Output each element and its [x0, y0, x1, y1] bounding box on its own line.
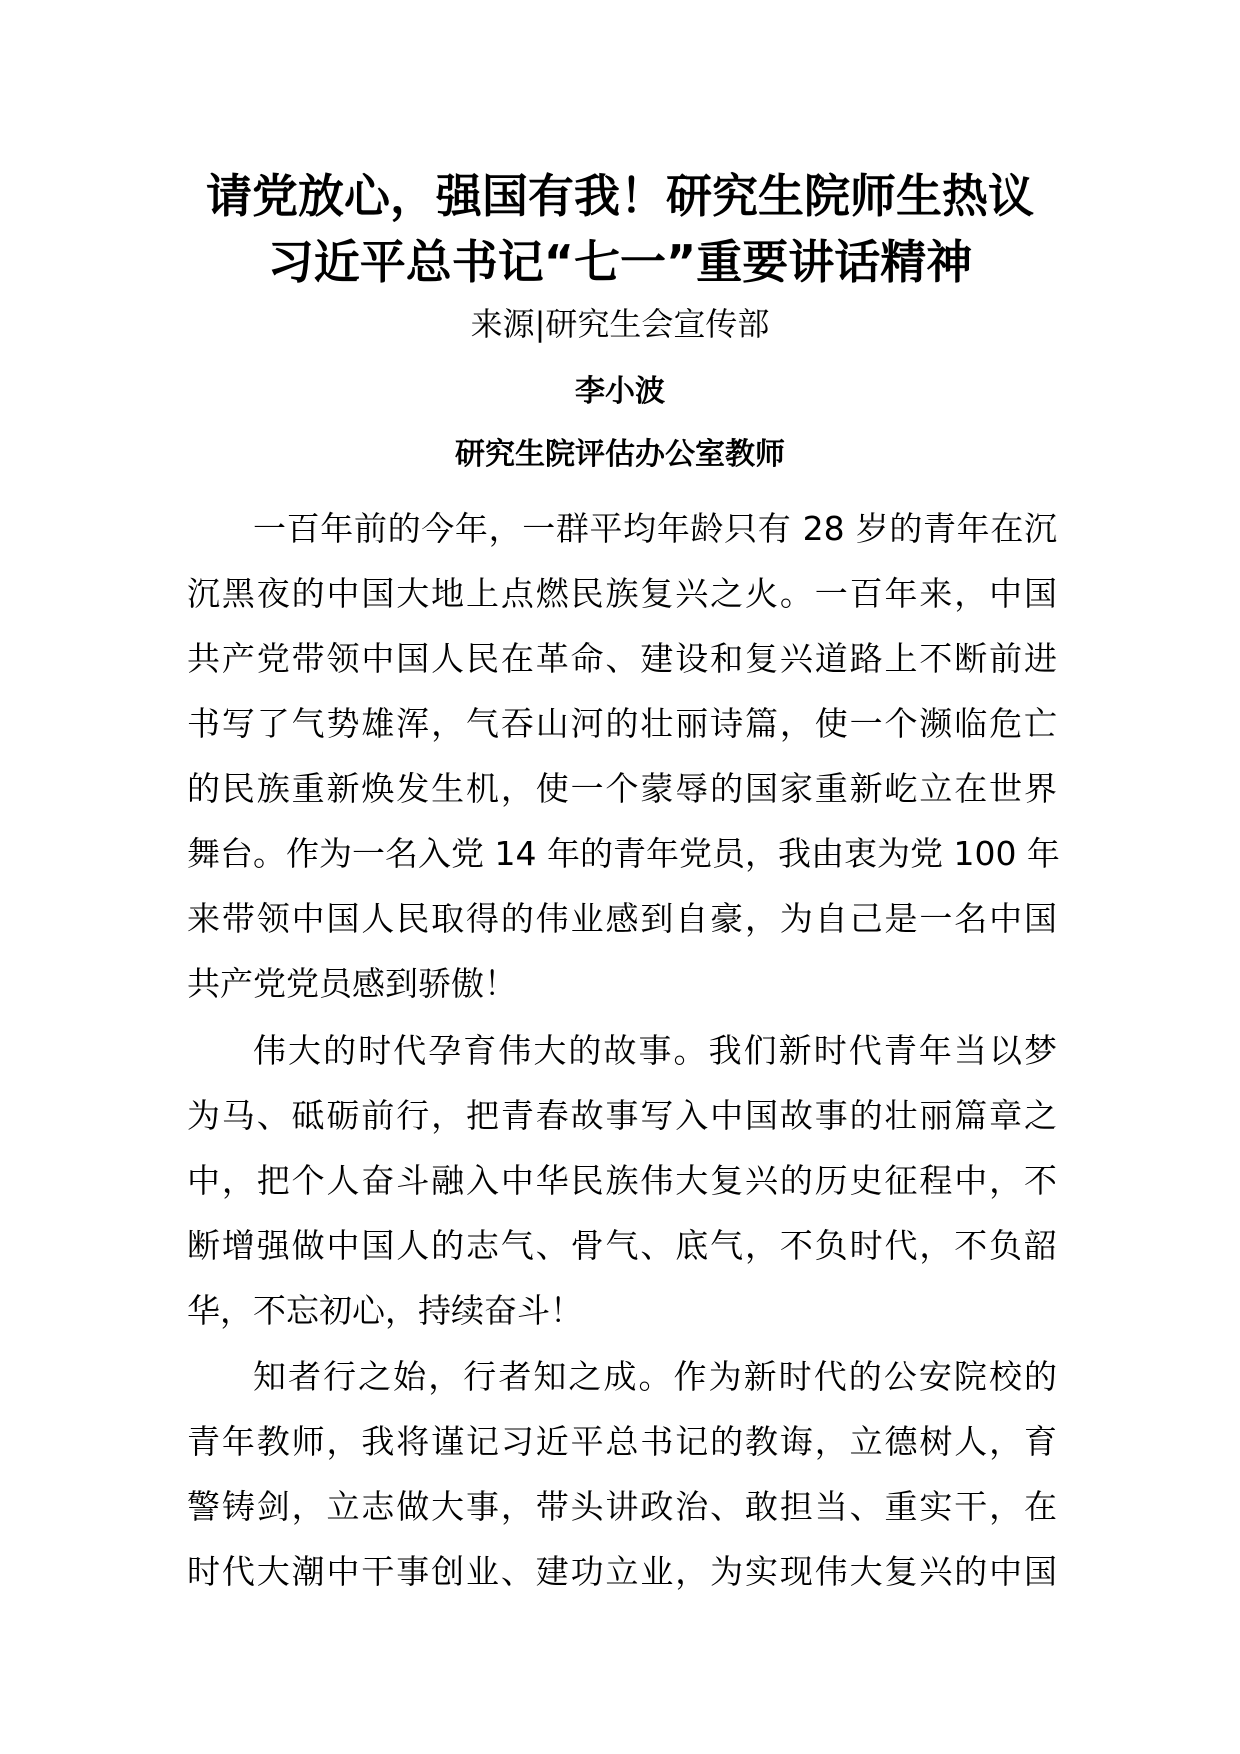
paragraph-line: 断增强做中国人的志气、骨气、底气，不负时代，不负韶	[187, 1226, 1057, 1265]
title-line-1: 请党放心，强国有我！研究生院师生热议	[206, 169, 1034, 223]
article-source: 来源|研究生会宣传部	[470, 305, 770, 343]
paragraph-line: 青年教师，我将谨记习近平总书记的教诲，立德树人，育	[187, 1422, 1057, 1461]
paragraph-line: 警铸剑，立志做大事，带头讲政治、敢担当、重实干，在	[187, 1487, 1057, 1526]
article-title	[180, 163, 1060, 295]
author-name: 李小波	[575, 374, 665, 409]
paragraph-3	[187, 1344, 1057, 1604]
paragraph-line: 中，把个人奋斗融入中华民族伟大复兴的历史征程中，不	[187, 1161, 1057, 1200]
paragraph-line: 知者行之始，行者知之成。作为新时代的公安院校的	[253, 1357, 1057, 1396]
paragraph-line: 为马、砥砺前行，把青春故事写入中国故事的壮丽篇章之	[187, 1096, 1057, 1135]
paragraph-line: 时代大潮中干事创业、建功立业，为实现伟大复兴的中国	[187, 1552, 1057, 1591]
paragraph-line: 舞台。作为一名入党 14 年的青年党员，我由衷为党 100 年	[187, 834, 1060, 873]
paragraph-line: 的民族重新焕发生机，使一个蒙辱的国家重新屹立在世界	[187, 769, 1057, 808]
title-line-2: 习近平总书记“七一”重要讲话精神	[267, 235, 973, 289]
paragraph-line: 共产党党员感到骄傲！	[187, 964, 517, 1003]
paragraph-line: 书写了气势雄浑，气吞山河的壮丽诗篇，使一个濒临危亡	[187, 704, 1057, 743]
paragraph-line: 伟大的时代孕育伟大的故事。我们新时代青年当以梦	[253, 1031, 1057, 1070]
author-affiliation: 研究生院评估办公室教师	[455, 437, 785, 472]
paragraph-2	[187, 1018, 1057, 1343]
paragraph-1	[187, 496, 1060, 1016]
paragraph-line: 华，不忘初心，持续奋斗！	[187, 1291, 583, 1330]
paragraph-line: 沉黑夜的中国大地上点燃民族复兴之火。一百年来，中国	[187, 574, 1057, 613]
paragraph-line: 一百年前的今年，一群平均年龄只有 28 岁的青年在沉	[253, 509, 1057, 548]
paragraph-line: 来带领中国人民取得的伟业感到自豪，为自己是一名中国	[187, 899, 1057, 938]
paragraph-line: 共产党带领中国人民在革命、建设和复兴道路上不断前进	[187, 639, 1057, 678]
